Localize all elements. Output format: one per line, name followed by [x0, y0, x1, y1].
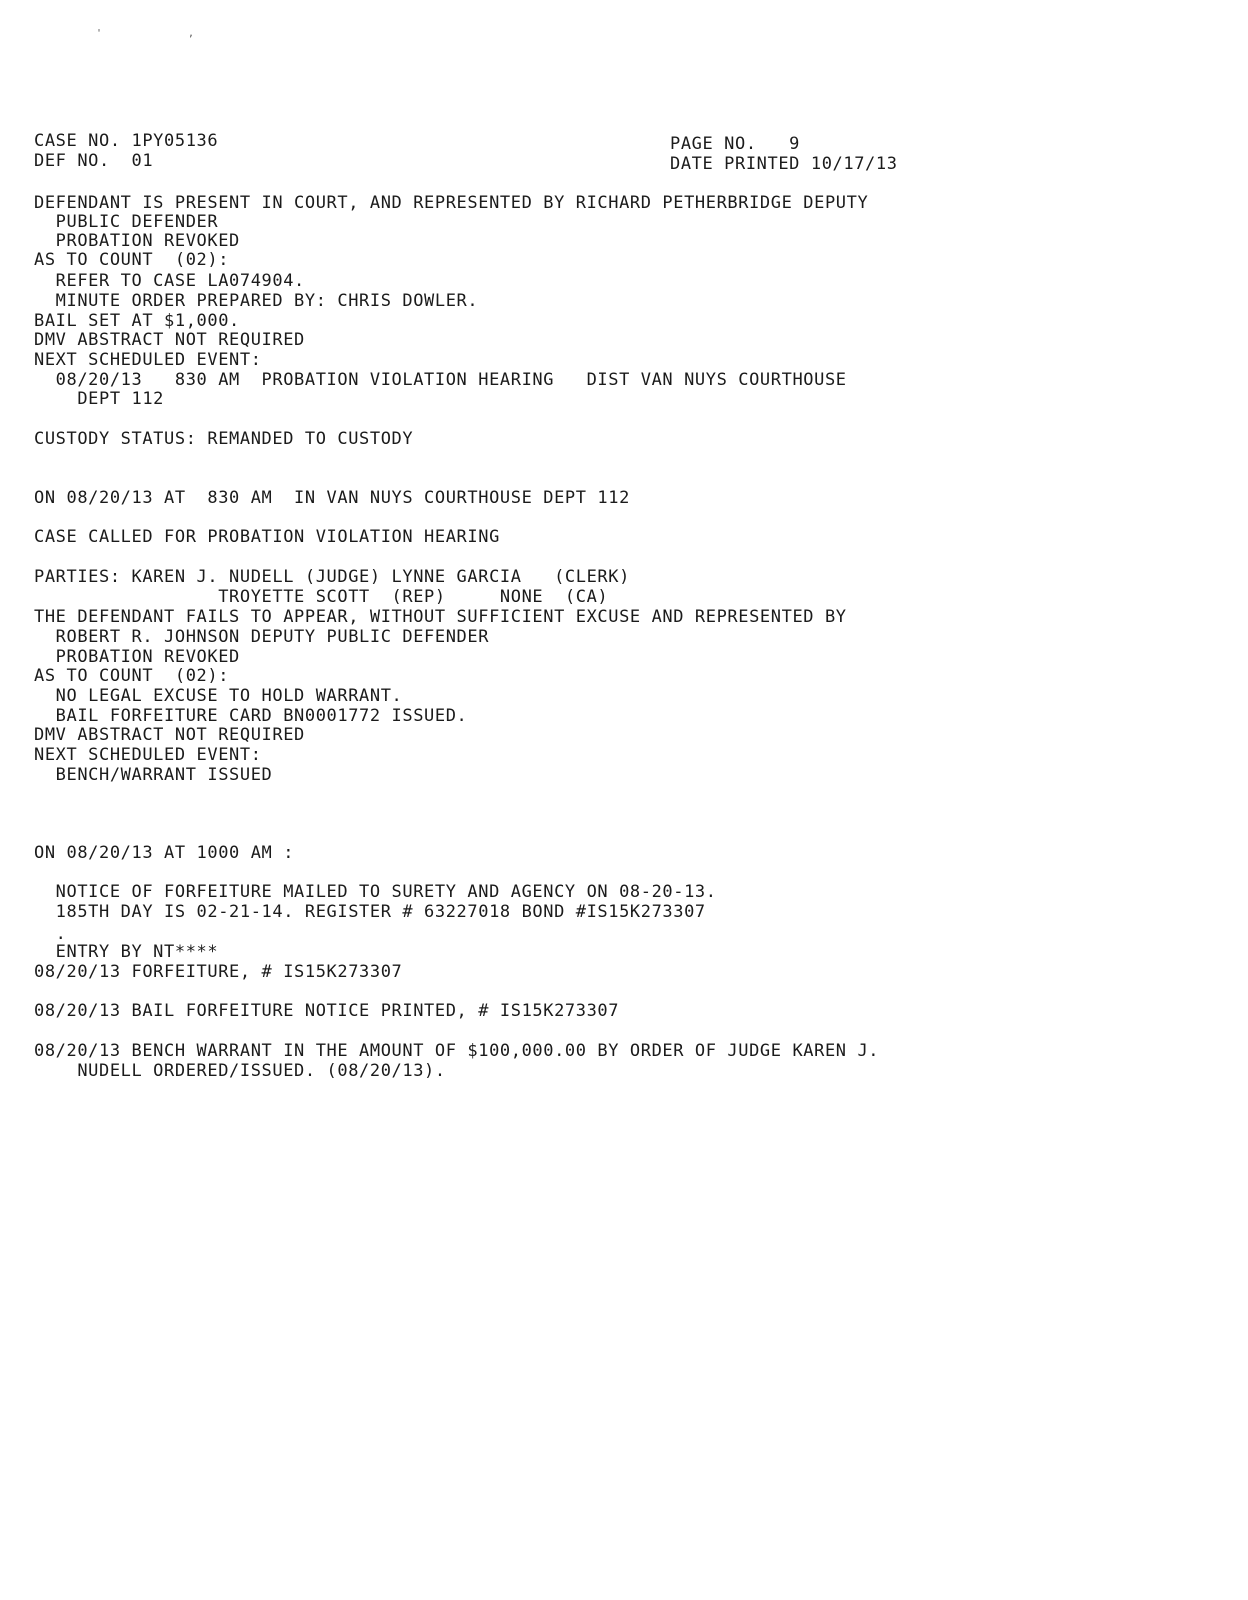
text-line: ON 08/20/13 AT 830 AM IN VAN NUYS COURTHOUSE DEPT 112: [34, 488, 630, 508]
text-line: BENCH/WARRANT ISSUED: [34, 765, 273, 785]
text-line: NOTICE OF FORFEITURE MAILED TO SURETY AND AGENCY ON 08-20-13.: [34, 882, 717, 902]
text-line: 08/20/13 BENCH WARRANT IN THE AMOUNT OF $100,000.00 BY ORDER OF JUDGE KAREN J.: [34, 1041, 880, 1061]
text-line: THE DEFENDANT FAILS TO APPEAR, WITHOUT SUFFICIENT EXCUSE AND REPRESENTED BY: [34, 607, 847, 627]
text-line: PARTIES: KAREN J. NUDELL (JUDGE) LYNNE GARCIA (CLERK): [34, 567, 630, 587]
text-line: PUBLIC DEFENDER: [34, 212, 219, 232]
text-line: MINUTE ORDER PREPARED BY: CHRIS DOWLER.: [34, 291, 479, 311]
text-line: NEXT SCHEDULED EVENT:: [34, 350, 262, 370]
text-line: 08/20/13 830 AM PROBATION VIOLATION HEARING DIST VAN NUYS COURTHOUSE: [34, 370, 847, 390]
text-line: .: [34, 924, 67, 944]
text-line: ROBERT R. JOHNSON DEPUTY PUBLIC DEFENDER: [34, 627, 490, 647]
case-number: CASE NO. 1PY05136: [34, 131, 219, 151]
text-line: NO LEGAL EXCUSE TO HOLD WARRANT.: [34, 686, 403, 706]
text-line: 185TH DAY IS 02-21-14. REGISTER # 63227018 BOND #IS15K273307: [34, 902, 706, 922]
text-line: PROBATION REVOKED: [34, 647, 240, 667]
text-line: AS TO COUNT (02):: [34, 666, 230, 686]
text-line: 08/20/13 FORFEITURE, # IS15K273307: [34, 962, 403, 982]
text-line: ON 08/20/13 AT 1000 AM :: [34, 843, 295, 863]
text-line: DMV ABSTRACT NOT REQUIRED: [34, 725, 305, 745]
text-line: CASE CALLED FOR PROBATION VIOLATION HEARING: [34, 527, 500, 547]
text-line: AS TO COUNT (02):: [34, 250, 230, 270]
text-line: DEPT 112: [34, 389, 165, 409]
text-line: PROBATION REVOKED: [34, 231, 240, 251]
text-line: ENTRY BY NT****: [34, 942, 219, 962]
def-number: DEF NO. 01: [34, 151, 154, 171]
scan-specks: ' ,: [96, 28, 235, 39]
text-line: BAIL FORFEITURE CARD BN0001772 ISSUED.: [34, 706, 468, 726]
text-line: REFER TO CASE LA074904.: [34, 271, 305, 291]
text-line: NUDELL ORDERED/ISSUED. (08/20/13).: [34, 1061, 446, 1081]
page-number: PAGE NO. 9: [670, 134, 801, 154]
text-line: DMV ABSTRACT NOT REQUIRED: [34, 330, 305, 350]
text-line: CUSTODY STATUS: REMANDED TO CUSTODY: [34, 429, 414, 449]
text-line: DEFENDANT IS PRESENT IN COURT, AND REPRESENTED BY RICHARD PETHERBRIDGE DEPUTY: [34, 193, 869, 213]
date-printed: DATE PRINTED 10/17/13: [670, 154, 898, 174]
text-line: NEXT SCHEDULED EVENT:: [34, 745, 262, 765]
text-line: BAIL SET AT $1,000.: [34, 311, 240, 331]
text-line: 08/20/13 BAIL FORFEITURE NOTICE PRINTED, # IS15K273307: [34, 1001, 620, 1021]
text-line: TROYETTE SCOTT (REP) NONE (CA): [34, 587, 609, 607]
